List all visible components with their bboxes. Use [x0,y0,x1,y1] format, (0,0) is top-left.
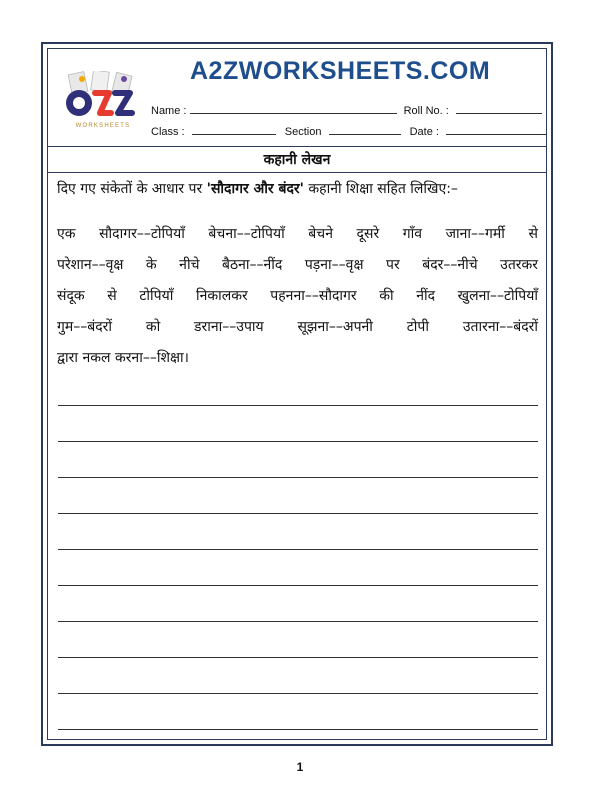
instruction-post: कहानी शिक्षा सहित लिखिए:– [308,181,458,197]
writing-line[interactable] [58,621,538,622]
writing-line[interactable] [58,729,538,730]
class-label: Class : [151,126,185,138]
section-field[interactable] [329,124,401,135]
hint-line: परेशान––वृक्ष के नीचे बैठना––नींद पड़ना––वृक्ष पर बंदर––नीचे उतरकर [57,257,538,273]
worksheet-inner-border [47,48,547,740]
instruction-pre: दिए गए संकेतों के आधार पर [57,181,203,197]
instruction-text [57,181,538,198]
story-title: 'सौदागर और बंदर' [206,181,304,197]
hint-line: संदूक से टोपियाँ निकालकर पहनना––सौदागर की नींद खुलना––टोपियाँ [57,288,538,304]
writing-line[interactable] [58,477,538,478]
story-hints [57,225,538,380]
worksheet-title: कहानी लेखन [263,152,331,168]
class-section-date-row [151,124,546,138]
roll-no-label: Roll No. : [403,105,449,117]
logo-subtext: WORKSHEETS [75,123,131,129]
name-label: Name : [151,105,187,117]
date-label: Date : [409,126,439,138]
writing-line[interactable] [58,441,538,442]
hint-line: द्वारा नकल करना––शिक्षा। [57,350,189,366]
writing-line[interactable] [58,657,538,658]
worksheet-header [48,49,546,147]
writing-line[interactable] [58,405,538,406]
writing-line[interactable] [58,549,538,550]
a2z-logo-icon [62,71,144,131]
worksheet-frame [41,42,553,746]
site-title: A2ZWORKSHEETS.COM [190,57,491,85]
title-divider [48,172,546,173]
writing-line[interactable] [58,513,538,514]
roll-no-field[interactable] [456,103,542,114]
hint-line: गुम––बंदरों को डराना––उपाय सूझना––अपनी टोपी उतारना––बंदरों [57,319,538,335]
page-number: 1 [296,760,304,774]
writing-line[interactable] [58,693,538,694]
hint-line: एक सौदागर––टोपियाँ बेचना––टोपियाँ बेचने दूसरे गाँव जाना––गर्मी से [57,226,538,242]
date-field[interactable] [446,124,546,135]
name-field[interactable] [190,103,397,114]
name-roll-row [151,103,542,117]
section-label: Section [284,126,322,138]
class-field[interactable] [192,124,276,135]
writing-line[interactable] [58,585,538,586]
